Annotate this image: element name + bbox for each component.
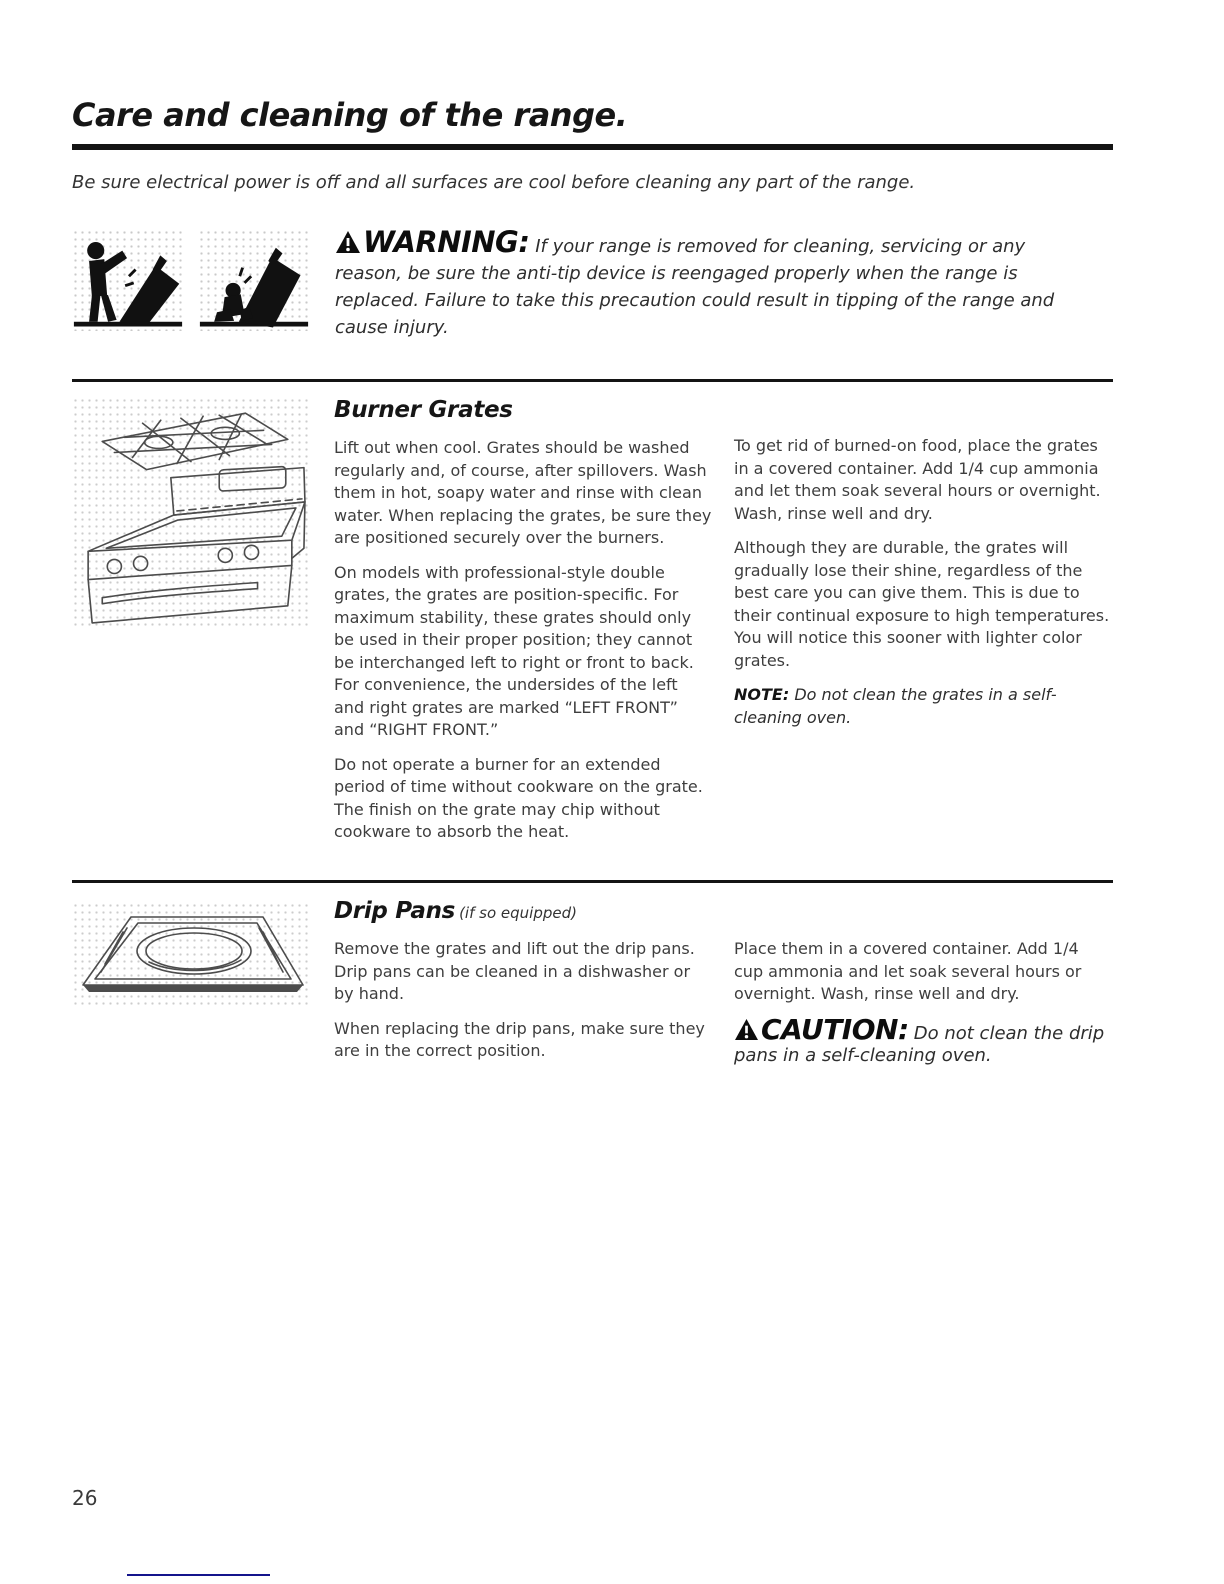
warning-label-wrap xyxy=(335,225,529,259)
note-label: NOTE: xyxy=(734,685,790,704)
note-text: Do not clean the grates in a self-cleaning oven. xyxy=(734,685,1057,727)
warning-label: WARNING: xyxy=(363,225,530,259)
paragraph: Lift out when cool. Grates should be washed regularly and, of course, after spillovers. Wash them in hot, soapy water and rinse with clean water. When replacing the grates, be sure they are positioned securely over the burners. xyxy=(334,438,712,547)
burner-grates-section xyxy=(72,382,1113,880)
burner-grates-figure xyxy=(72,397,312,880)
drip-pans-right-column xyxy=(734,898,1112,1080)
paragraph: Remove the grates and lift out the drip pans. Drip pans can be cleaned in a dishwasher or by hand. xyxy=(334,939,695,1003)
paragraph: To get rid of burned-on food, place the grates in a covered container. Add 1/4 cup ammonia and let them soak several hours or overnight. Wash, rinse well and dry. xyxy=(734,436,1101,523)
gas-range-with-lifted-grates-illustration xyxy=(72,397,312,629)
drip-pans-section xyxy=(72,883,1113,1080)
caution-label: CAUTION: xyxy=(761,1012,909,1046)
page-number: 26 xyxy=(72,1486,98,1510)
warning-pictograms xyxy=(72,229,335,331)
paragraph: Place them in a covered container. Add 1/4 cup ammonia and let soak several hours or overnight. Wash, rinse well and dry. xyxy=(734,939,1082,1003)
drip-pan-illustration xyxy=(72,902,312,1006)
burner-grates-heading: Burner Grates xyxy=(334,397,513,423)
paragraph: Do not operate a burner for an extended period of time without cookware on the grate. The finish on the grate may chip without cookware to absorb the heat. xyxy=(334,754,703,841)
caution-text: Do not clean the drip pans in a self-cleaning oven. xyxy=(734,1022,1105,1066)
page-content xyxy=(72,96,1113,1080)
paragraph: Although they are durable, the grates will gradually lose their shine, regardless of the best care you can give them. This is due to their continual exposure to high temperatures. You will notice this sooner with lighter color grates. xyxy=(734,538,1110,670)
burner-grates-right-column xyxy=(734,397,1112,880)
title-rule xyxy=(72,144,1113,150)
paragraph: When replacing the drip pans, make sure they are in the correct position. xyxy=(334,1018,705,1060)
burner-grates-left-column xyxy=(334,397,712,880)
intro-text: Be sure electrical power is off and all surfaces are cool before cleaning any part of the range. xyxy=(72,172,916,193)
drip-pans-qualifier: (if so equipped) xyxy=(459,904,577,922)
anti-tip-warning-block xyxy=(72,225,1113,341)
warning-paragraph xyxy=(335,225,1087,341)
range-tip-over-adult-icon xyxy=(72,229,184,331)
drip-pans-heading-text: Drip Pans xyxy=(334,898,456,924)
note-paragraph xyxy=(734,684,1112,729)
caution-triangle-icon xyxy=(734,1018,759,1044)
drip-pans-figure xyxy=(72,898,312,1080)
warning-text: If your range is removed for cleaning, servicing or any reason, be sure the anti-tip device is reengaged properly when the range is replaced. Failure to take this precaution could result in tipping of the range and cause injury. xyxy=(335,236,1055,338)
page-title: Care and cleaning of the range. xyxy=(72,96,628,134)
caution-paragraph xyxy=(734,1012,1112,1068)
caution-label-wrap xyxy=(734,1013,909,1046)
warning-triangle-icon xyxy=(335,230,361,258)
footer-rule xyxy=(127,1574,270,1576)
drip-pans-heading xyxy=(334,898,712,924)
paragraph: On models with professional-style double grates, the grates are position-specific. For maximum stability, these grates should only be used in their proper position; they cannot be interchanged left to right or front to back. For convenience, the undersides of the left and right grates are marked “LEFT FRONT” and “RIGHT FRONT.” xyxy=(334,562,694,739)
drip-pans-left-column xyxy=(334,898,712,1080)
range-tip-over-child-icon xyxy=(198,229,310,331)
